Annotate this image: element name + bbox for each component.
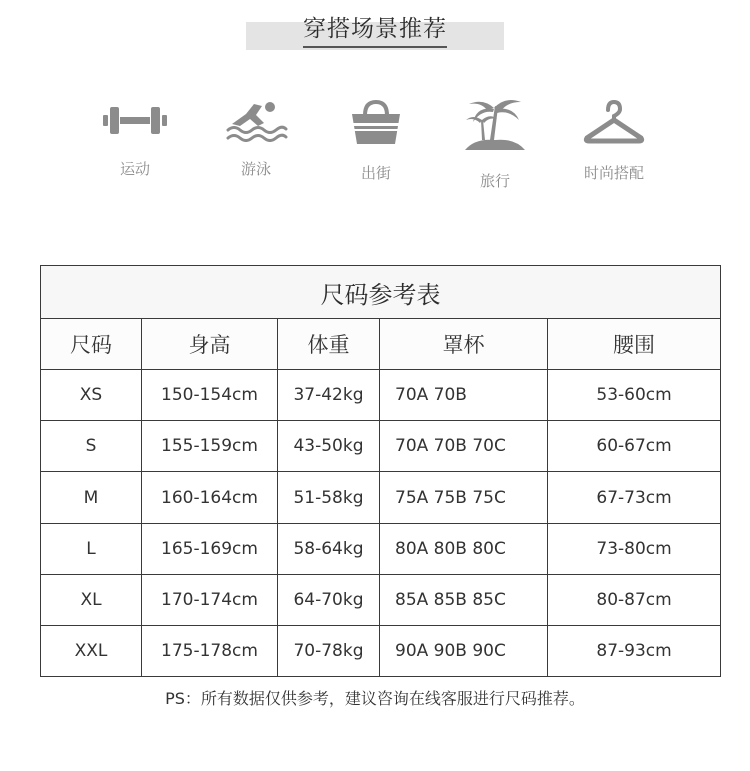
cell-waist: 80-87cm — [548, 574, 721, 625]
cell-height: 160-164cm — [142, 472, 278, 523]
table-title: 尺码参考表 — [41, 266, 721, 319]
cell-height: 150-154cm — [142, 370, 278, 421]
cell-weight: 43-50kg — [278, 421, 380, 472]
cell-size: L — [41, 523, 142, 574]
cell-cup: 70A 70B 70C — [380, 421, 548, 472]
clothes-hanger-icon — [582, 98, 646, 146]
cell-cup: 80A 80B 80C — [380, 523, 548, 574]
cell-cup: 75A 75B 75C — [380, 472, 548, 523]
cell-cup: 85A 85B 85C — [380, 574, 548, 625]
cell-weight: 64-70kg — [278, 574, 380, 625]
cell-height: 165-169cm — [142, 523, 278, 574]
table-row — [41, 625, 721, 676]
scene-item-sport — [75, 98, 195, 178]
cell-cup: 90A 90B 90C — [380, 625, 548, 676]
scene-label-fashion: 时尚搭配 — [583, 164, 644, 182]
cell-size: XS — [41, 370, 142, 421]
size-table — [40, 265, 721, 677]
cell-waist: 53-60cm — [548, 370, 721, 421]
table-row — [41, 421, 721, 472]
cell-waist: 73-80cm — [548, 523, 721, 574]
header-weight: 体重 — [278, 319, 380, 370]
table-row — [41, 370, 721, 421]
cell-height: 155-159cm — [142, 421, 278, 472]
footnote: PS：所有数据仅供参考，建议咨询在线客服进行尺码推荐。 — [165, 689, 585, 708]
cell-height: 170-174cm — [142, 574, 278, 625]
cell-size: XL — [41, 574, 142, 625]
table-row — [41, 574, 721, 625]
table-row — [41, 523, 721, 574]
scene-label-swim: 游泳 — [240, 160, 271, 178]
scene-item-fashion — [554, 98, 674, 182]
scene-label-sport: 运动 — [119, 160, 150, 178]
banner-title-wrap — [0, 14, 750, 44]
header-size: 尺码 — [41, 319, 142, 370]
cell-waist: 87-93cm — [548, 625, 721, 676]
scene-label-travel: 旅行 — [479, 172, 510, 190]
cell-cup: 70A 70B — [380, 370, 548, 421]
cell-size: M — [41, 472, 142, 523]
palm-tree-icon — [463, 98, 527, 154]
cell-weight: 51-58kg — [278, 472, 380, 523]
scene-item-street — [316, 98, 436, 182]
table-header-row — [41, 319, 721, 370]
scene-item-travel — [435, 98, 555, 190]
banner-title: 穿搭场景推荐 — [303, 16, 447, 42]
scene-item-swim — [196, 98, 316, 178]
table-title-row — [41, 266, 721, 319]
swimmer-icon — [224, 98, 288, 142]
dumbbell-icon — [103, 98, 167, 142]
cell-size: XXL — [41, 625, 142, 676]
table-row — [41, 472, 721, 523]
header-height: 身高 — [142, 319, 278, 370]
cell-weight: 70-78kg — [278, 625, 380, 676]
cell-waist: 60-67cm — [548, 421, 721, 472]
handbag-icon — [344, 98, 408, 146]
cell-weight: 58-64kg — [278, 523, 380, 574]
header-waist: 腰围 — [548, 319, 721, 370]
cell-weight: 37-42kg — [278, 370, 380, 421]
cell-height: 175-178cm — [142, 625, 278, 676]
scene-label-street: 出街 — [360, 164, 391, 182]
header-cup: 罩杯 — [380, 319, 548, 370]
cell-waist: 67-73cm — [548, 472, 721, 523]
cell-size: S — [41, 421, 142, 472]
scene-list — [75, 98, 675, 198]
